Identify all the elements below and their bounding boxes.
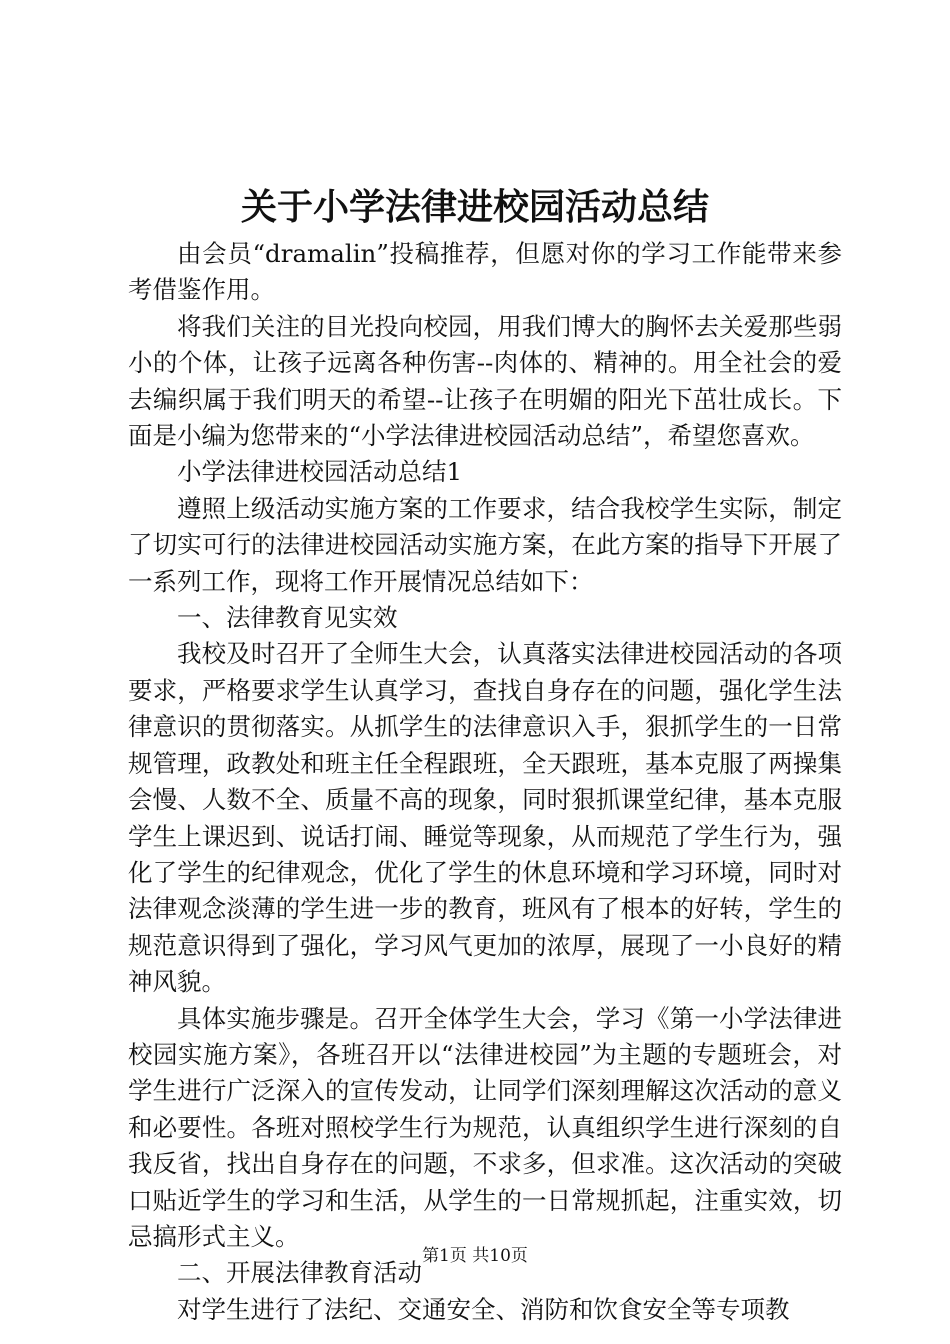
paragraph: 对学生进行了法纪、交通安全、消防和饮食安全等专项教 [177, 1294, 790, 1324]
paragraph: 具体实施步骤是。召开全体学生大会，学习《第一小学法律进校园实施方案》，各班召开以“法律进校园”为主题的专题班会，对学生进行广泛深入的宣传发动，让同学们深刻理解这次活动的意义和必要性。各班对照校学生行为规范，认真组织学生进行深刻的自我反省，找出自身存在的问题，不求多，但求准。这次活动的突破口贴近学生的学习和生活，从学生的一日常规抓起，注重实效，切忌搞形式主义。 [128, 1003, 842, 1251]
paragraph: 将我们关注的目光投向校园，用我们博大的胸怀去关爱那些弱小的个体，让孩子远离各种伤害--肉体的、精神的。用全社会的爱去编织属于我们明天的希望--让孩子在明媚的阳光下茁壮成长。下面是小编为您带来的“小学法律进校园活动总结”，希望您喜欢。 [128, 311, 842, 451]
paragraph: 遵照上级活动实施方案的工作要求，结合我校学生实际，制定了切实可行的法律进校园活动实施方案，在此方案的指导下开展了一系列工作，现将工作开展情况总结如下： [128, 493, 842, 596]
paragraph: 由会员“dramalin”投稿推荐，但愿对你的学习工作能带来参考借鉴作用。 [128, 239, 842, 305]
page-total: 共10页 [472, 1246, 528, 1266]
document-body [128, 236, 842, 1328]
section-heading: 二、开展法律教育活动 [177, 1258, 422, 1288]
page-number: 第1页 [422, 1246, 467, 1266]
page-footer [0, 1245, 950, 1267]
paragraph: 我校及时召开了全师生大会，认真落实法律进校园活动的各项要求，严格要求学生认真学习，查找自身存在的问题，强化学生法律意识的贯彻落实。从抓学生的法律意识入手，狠抓学生的一日常规管理，政教处和班主任全程跟班，全天跟班，基本克服了两操集会慢、人数不全、质量不高的现象，同时狠抓课堂纪律，基本克服学生上课迟到、说话打闹、睡觉等现象，从而规范了学生行为，强化了学生的纪律观念，优化了学生的休息环境和学习环境，同时对法律观念淡薄的学生进一步的教育，班风有了根本的好转，学生的规范意识得到了强化，学习风气更加的浓厚，展现了一小良好的精神风貌。 [128, 639, 842, 997]
document-title: 关于小学法律进校园活动总结 [240, 187, 709, 228]
section-heading: 一、法律教育见实效 [177, 603, 398, 633]
section-subtitle: 小学法律进校园活动总结1 [177, 457, 463, 487]
